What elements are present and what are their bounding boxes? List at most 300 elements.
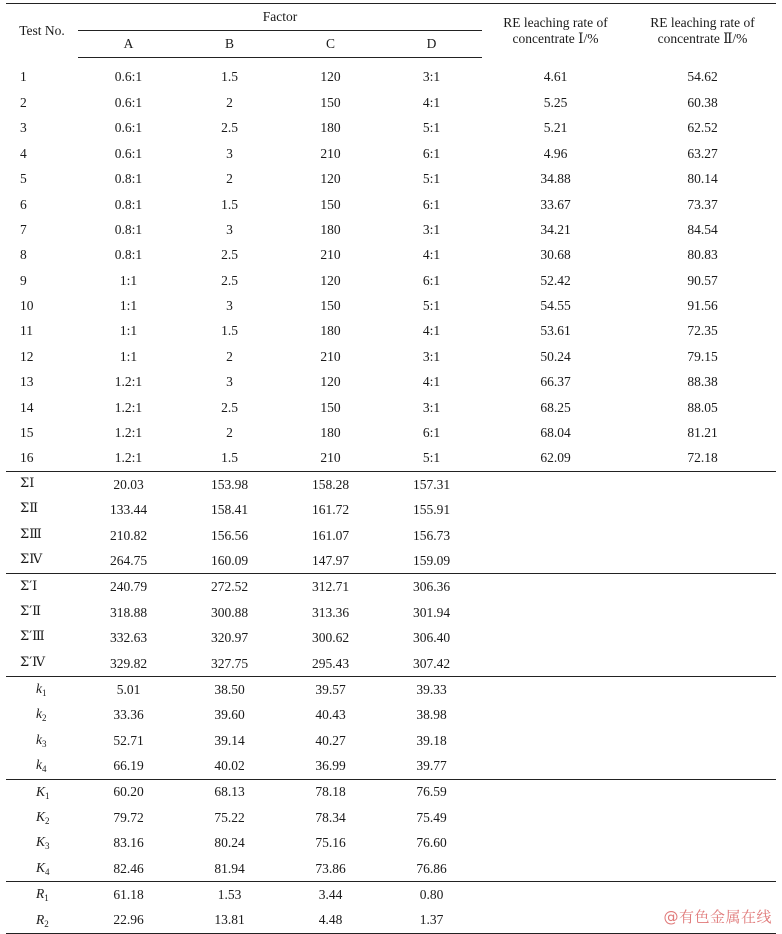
table-row <box>6 805 776 830</box>
symbol: K <box>36 834 46 850</box>
factor-c-cell: 210 <box>320 145 341 161</box>
empty-cell <box>482 753 629 779</box>
value-cell: 60.20 <box>78 779 179 805</box>
factor-d-cell: 3:1 <box>422 348 441 364</box>
value-cell: 80.24 <box>214 835 245 851</box>
value-cell: 210.82 <box>109 527 148 543</box>
factor-d-header: D <box>381 31 482 58</box>
re2-cell: 60.38 <box>687 94 718 110</box>
value-cell: 160.09 <box>210 552 249 568</box>
factor-d-cell: 4:1 <box>422 374 441 390</box>
value-cell: 39.18 <box>416 732 447 748</box>
empty-cell <box>629 805 776 830</box>
factor-d-cell: 3:1 <box>422 399 441 415</box>
value-cell: 156.73 <box>412 527 451 543</box>
watermark: @有色金属在线 <box>663 908 772 926</box>
orthogonal-test-table <box>6 3 776 934</box>
row-label: Σ′Ⅲ <box>20 629 45 645</box>
factor-d-cell: 3:1 <box>422 69 441 85</box>
re2-cell: 90.57 <box>687 272 718 288</box>
factor-b-cell: 2 <box>226 425 233 441</box>
re1-cell: 68.04 <box>540 425 571 441</box>
subscript: 1 <box>45 790 50 801</box>
value-cell: 3.44 <box>280 882 381 908</box>
subscript: 3 <box>42 738 47 749</box>
factor-c-cell: 210 <box>320 247 341 263</box>
row-label <box>6 908 78 934</box>
value-cell: 157.31 <box>381 471 482 497</box>
empty-cell <box>629 676 776 702</box>
re2-cell: 62.52 <box>687 120 718 136</box>
symbol: k <box>36 731 42 747</box>
factor-a-cell: 1:1 <box>119 323 138 339</box>
value-cell: 39.57 <box>280 676 381 702</box>
row-label <box>6 676 78 702</box>
re2-cell: 80.14 <box>687 171 718 187</box>
empty-cell <box>482 651 629 677</box>
table-row <box>6 702 776 727</box>
table-row <box>6 728 776 753</box>
value-cell: 313.36 <box>311 604 350 620</box>
value-cell: 22.96 <box>78 908 179 934</box>
re1-cell: 33.67 <box>540 196 571 212</box>
value-cell: 156.56 <box>210 527 249 543</box>
re1-cell: 54.55 <box>540 298 571 314</box>
value-cell: 306.40 <box>412 630 451 646</box>
row-label <box>6 753 78 779</box>
table-row <box>6 242 776 267</box>
table-row <box>6 58 776 91</box>
value-cell: 158.41 <box>210 502 249 518</box>
re1-cell: 5.21 <box>543 120 568 136</box>
value-cell: 161.72 <box>311 502 350 518</box>
table-row <box>6 497 776 522</box>
table-row <box>6 141 776 166</box>
factor-b-cell: 2.5 <box>221 120 238 136</box>
factor-b-cell: 1.5 <box>221 450 238 466</box>
empty-cell <box>482 497 629 522</box>
value-cell: 40.43 <box>315 707 346 723</box>
value-cell: 158.28 <box>280 471 381 497</box>
test-no-cell: 5 <box>20 171 27 187</box>
empty-cell <box>482 779 629 805</box>
value-cell: 264.75 <box>109 552 148 568</box>
test-no-cell: 2 <box>20 94 27 110</box>
re1-cell: 62.09 <box>540 450 571 466</box>
re1-cell: 53.61 <box>540 323 571 339</box>
value-cell: 1.37 <box>381 908 482 934</box>
symbol: R <box>36 886 45 902</box>
value-cell: 272.52 <box>179 574 280 600</box>
value-cell: 76.59 <box>381 779 482 805</box>
sum-section <box>6 471 776 574</box>
row-label: Σ′Ⅳ <box>20 654 46 670</box>
test-no-cell: 1 <box>20 68 27 84</box>
table-row <box>6 548 776 574</box>
re1-cell: 5.25 <box>543 94 568 110</box>
factor-b-cell: 2 <box>226 348 233 364</box>
test-no-cell: 9 <box>20 272 27 288</box>
factor-c-cell: 120 <box>320 374 341 390</box>
table-row <box>6 319 776 344</box>
factor-c-cell: 150 <box>320 94 341 110</box>
value-cell: 76.60 <box>416 835 447 851</box>
factor-a-cell: 1.2:1 <box>114 399 143 415</box>
factor-a-cell: 1:1 <box>119 348 138 364</box>
factor-c-cell: 120 <box>320 171 341 187</box>
table-row <box>6 651 776 677</box>
subscript: 3 <box>45 841 50 852</box>
empty-cell <box>629 779 776 805</box>
factor-a-cell: 0.6:1 <box>114 69 143 85</box>
re2-cell: 81.21 <box>687 425 718 441</box>
empty-cell <box>629 728 776 753</box>
re2-cell: 63.27 <box>687 145 718 161</box>
row-label <box>6 830 78 855</box>
value-cell: 39.14 <box>214 732 245 748</box>
re2-header: RE leaching rate of concentrate Ⅱ/% <box>629 4 776 58</box>
factor-d-cell: 6:1 <box>422 145 441 161</box>
factor-c-cell: 120 <box>320 69 341 85</box>
factor-b-cell: 2 <box>226 94 233 110</box>
symbol: k <box>36 706 42 722</box>
test-no-cell: 12 <box>20 348 34 364</box>
value-cell: 20.03 <box>78 471 179 497</box>
value-cell: 300.62 <box>311 630 350 646</box>
value-cell: 133.44 <box>109 502 148 518</box>
factor-c-cell: 210 <box>320 348 341 364</box>
empty-cell <box>482 856 629 882</box>
value-cell: 332.63 <box>109 630 148 646</box>
table-row <box>6 779 776 805</box>
value-cell: 75.22 <box>214 809 245 825</box>
value-cell: 307.42 <box>412 655 451 671</box>
factor-a-cell: 0.8:1 <box>114 247 143 263</box>
factor-b-cell: 1.5 <box>221 69 238 85</box>
test-no-cell: 15 <box>20 425 34 441</box>
row-label <box>6 882 78 908</box>
empty-cell <box>482 908 629 934</box>
value-cell: 295.43 <box>311 655 350 671</box>
factor-a-cell: 0.8:1 <box>114 221 143 237</box>
test-no-cell: 7 <box>20 221 27 237</box>
empty-cell <box>482 676 629 702</box>
factor-c-cell: 180 <box>320 221 341 237</box>
re2-cell: 88.38 <box>687 374 718 390</box>
value-cell: 147.97 <box>311 552 350 568</box>
row-label: ΣⅢ <box>20 526 42 542</box>
table-row <box>6 395 776 420</box>
row-label <box>6 856 78 882</box>
factor-c-header: C <box>280 31 381 58</box>
factor-d-cell: 5:1 <box>422 298 441 314</box>
factor-d-cell: 3:1 <box>422 221 441 237</box>
factor-a-cell: 0.8:1 <box>114 196 143 212</box>
value-cell: 78.18 <box>280 779 381 805</box>
empty-cell <box>482 471 629 497</box>
value-cell: 75.16 <box>315 835 346 851</box>
table-row <box>6 268 776 293</box>
table-header <box>6 4 776 58</box>
factor-b-cell: 2 <box>226 171 233 187</box>
table-row <box>6 753 776 779</box>
factor-b-header: B <box>179 31 280 58</box>
factor-c-cell: 180 <box>320 323 341 339</box>
sum-prime-section <box>6 574 776 677</box>
factor-a-cell: 0.8:1 <box>114 171 143 187</box>
table-row <box>6 344 776 369</box>
value-cell: 327.75 <box>210 655 249 671</box>
re2-cell: 72.18 <box>687 450 718 466</box>
row-label <box>6 702 78 727</box>
re1-cell: 50.24 <box>540 348 571 364</box>
test-no-cell: 10 <box>20 298 34 314</box>
factor-b-cell: 2.5 <box>221 272 238 288</box>
symbol: k <box>36 681 42 696</box>
factor-b-cell: 1.5 <box>221 323 238 339</box>
row-label: Σ′Ⅰ <box>6 574 78 600</box>
empty-cell <box>629 856 776 882</box>
value-cell: 329.82 <box>109 655 148 671</box>
factor-c-cell: 150 <box>320 399 341 415</box>
value-cell: 240.79 <box>78 574 179 600</box>
row-label <box>6 728 78 753</box>
value-cell: 38.98 <box>416 707 447 723</box>
subscript: 4 <box>45 866 50 877</box>
subscript: 2 <box>42 713 47 724</box>
factor-d-cell: 4:1 <box>422 323 441 339</box>
re1-cell: 66.37 <box>540 374 571 390</box>
value-cell: 301.94 <box>412 604 451 620</box>
value-cell: 76.86 <box>416 860 447 876</box>
value-cell: 39.60 <box>214 707 245 723</box>
row-label <box>6 805 78 830</box>
factor-b-cell: 1.5 <box>221 196 238 212</box>
factor-b-cell: 3 <box>226 221 233 237</box>
value-cell: 39.77 <box>416 758 447 774</box>
range-section <box>6 882 776 934</box>
factor-a-cell: 1:1 <box>119 298 138 314</box>
factor-c-cell: 120 <box>320 272 341 288</box>
factor-b-cell: 3 <box>226 145 233 161</box>
re2-cell: 73.37 <box>687 196 718 212</box>
value-cell: 39.33 <box>381 676 482 702</box>
empty-cell <box>629 574 776 600</box>
tests-section <box>6 58 776 472</box>
value-cell: 68.13 <box>179 779 280 805</box>
empty-cell <box>629 830 776 855</box>
value-cell: 78.34 <box>315 809 346 825</box>
factor-c-cell: 150 <box>320 196 341 212</box>
value-cell: 4.48 <box>280 908 381 934</box>
empty-cell <box>629 651 776 677</box>
empty-cell <box>629 548 776 574</box>
test-no-cell: 11 <box>20 323 33 339</box>
empty-cell <box>482 574 629 600</box>
empty-cell <box>482 882 629 908</box>
empty-cell <box>629 625 776 650</box>
test-no-cell: 14 <box>20 399 34 415</box>
value-cell: 82.46 <box>113 860 144 876</box>
value-cell: 40.27 <box>315 732 346 748</box>
table-row <box>6 90 776 115</box>
re2-cell: 72.35 <box>687 323 718 339</box>
symbol: R <box>36 911 45 927</box>
table-row <box>6 369 776 394</box>
symbol: K <box>36 859 46 875</box>
table-row <box>6 420 776 445</box>
empty-cell <box>482 548 629 574</box>
value-cell: 13.81 <box>179 908 280 934</box>
empty-cell <box>629 471 776 497</box>
subscript: 2 <box>44 918 49 929</box>
test-no-cell: 8 <box>20 247 27 263</box>
factor-c-cell: 180 <box>320 120 341 136</box>
factor-d-cell: 6:1 <box>422 196 441 212</box>
table-row <box>6 625 776 650</box>
table-row <box>6 600 776 625</box>
empty-cell <box>629 702 776 727</box>
value-cell: 318.88 <box>109 604 148 620</box>
value-cell: 320.97 <box>210 630 249 646</box>
factor-a-cell: 1.2:1 <box>114 374 143 390</box>
empty-cell <box>629 882 776 908</box>
empty-cell <box>482 728 629 753</box>
factor-b-cell: 2.5 <box>221 247 238 263</box>
value-cell: 306.36 <box>381 574 482 600</box>
value-cell: 33.36 <box>113 707 144 723</box>
subscript: 1 <box>42 688 47 698</box>
re1-cell: 68.25 <box>540 399 571 415</box>
table-row <box>6 574 776 600</box>
table-row <box>6 676 776 702</box>
empty-cell <box>482 625 629 650</box>
re1-cell: 52.42 <box>540 272 571 288</box>
value-cell: 36.99 <box>315 758 346 774</box>
table-row <box>6 908 776 934</box>
value-cell: 5.01 <box>78 676 179 702</box>
factor-d-cell: 5:1 <box>422 171 441 187</box>
factor-d-cell: 6:1 <box>422 425 441 441</box>
subscript: 1 <box>44 893 49 904</box>
re2-cell: 84.54 <box>687 221 718 237</box>
value-cell: 40.02 <box>214 758 245 774</box>
re2-cell: 80.83 <box>687 247 718 263</box>
factor-a-cell: 1.2:1 <box>114 425 143 441</box>
factor-a-cell: 0.6:1 <box>114 94 143 110</box>
factor-c-cell: 150 <box>320 298 341 314</box>
factor-b-cell: 3 <box>226 374 233 390</box>
subscript: 2 <box>45 815 50 826</box>
re2-cell: 79.15 <box>687 348 718 364</box>
empty-cell <box>482 523 629 548</box>
test-no-cell: 6 <box>20 196 27 212</box>
table-row <box>6 830 776 855</box>
factor-a-cell: 1:1 <box>119 272 138 288</box>
factor-d-cell: 6:1 <box>422 272 441 288</box>
value-cell: 52.71 <box>113 732 144 748</box>
symbol: k <box>36 757 42 773</box>
test-no-cell: 4 <box>20 145 27 161</box>
value-cell: 312.71 <box>280 574 381 600</box>
k-big-section <box>6 779 776 882</box>
row-label: ΣⅠ <box>6 471 78 497</box>
value-cell: 38.50 <box>179 676 280 702</box>
empty-cell <box>629 600 776 625</box>
value-cell: 1.53 <box>179 882 280 908</box>
empty-cell <box>629 497 776 522</box>
table-row <box>6 882 776 908</box>
empty-cell <box>629 523 776 548</box>
test-no-cell: 3 <box>20 120 27 136</box>
factor-d-cell: 4:1 <box>422 247 441 263</box>
factor-a-header: A <box>78 31 179 58</box>
factor-a-cell: 0.6:1 <box>114 145 143 161</box>
row-label: Σ′Ⅱ <box>20 604 41 620</box>
value-cell: 0.80 <box>381 882 482 908</box>
table-row <box>6 115 776 140</box>
factor-a-cell: 0.6:1 <box>114 120 143 136</box>
factor-d-cell: 4:1 <box>422 94 441 110</box>
test-no-header: Test No. <box>6 4 78 58</box>
value-cell: 66.19 <box>113 758 144 774</box>
test-no-cell: 16 <box>20 450 34 466</box>
subscript: 4 <box>42 764 47 775</box>
factor-b-cell: 2.5 <box>221 399 238 415</box>
value-cell: 75.49 <box>416 809 447 825</box>
re1-header: RE leaching rate of concentrate Ⅰ/% <box>482 4 629 58</box>
value-cell: 81.94 <box>214 860 245 876</box>
value-cell: 155.91 <box>412 502 451 518</box>
factor-d-cell: 5:1 <box>422 120 441 136</box>
factor-b-cell: 3 <box>226 298 233 314</box>
empty-cell <box>482 805 629 830</box>
value-cell: 79.72 <box>113 809 144 825</box>
value-cell: 153.98 <box>179 471 280 497</box>
factor-c-cell: 210 <box>320 450 341 466</box>
re1-cell: 34.21 <box>540 221 571 237</box>
factor-c-cell: 180 <box>320 425 341 441</box>
table-row <box>6 192 776 217</box>
re1-cell: 30.68 <box>540 247 571 263</box>
value-cell: 61.18 <box>78 882 179 908</box>
table-row <box>6 523 776 548</box>
value-cell: 161.07 <box>311 527 350 543</box>
re2-cell: 88.05 <box>687 399 718 415</box>
factor-a-cell: 1.2:1 <box>114 450 143 466</box>
value-cell: 300.88 <box>210 604 249 620</box>
row-label: ΣⅣ <box>20 552 43 568</box>
re1-cell: 4.96 <box>543 145 568 161</box>
row-label: ΣⅡ <box>20 501 39 517</box>
table-row <box>6 856 776 882</box>
table-row <box>6 166 776 191</box>
empty-cell <box>482 830 629 855</box>
re2-cell: 54.62 <box>687 68 718 84</box>
symbol: K <box>36 808 46 824</box>
empty-cell <box>482 600 629 625</box>
factor-header: Factor <box>78 4 482 31</box>
table-row <box>6 445 776 471</box>
factor-d-cell: 5:1 <box>422 450 441 466</box>
row-label <box>6 779 78 805</box>
value-cell: 73.86 <box>315 860 346 876</box>
re2-cell: 91.56 <box>687 298 718 314</box>
re1-cell: 4.61 <box>543 68 568 84</box>
symbol: K <box>36 783 46 799</box>
table-row <box>6 217 776 242</box>
re1-cell: 34.88 <box>540 171 571 187</box>
